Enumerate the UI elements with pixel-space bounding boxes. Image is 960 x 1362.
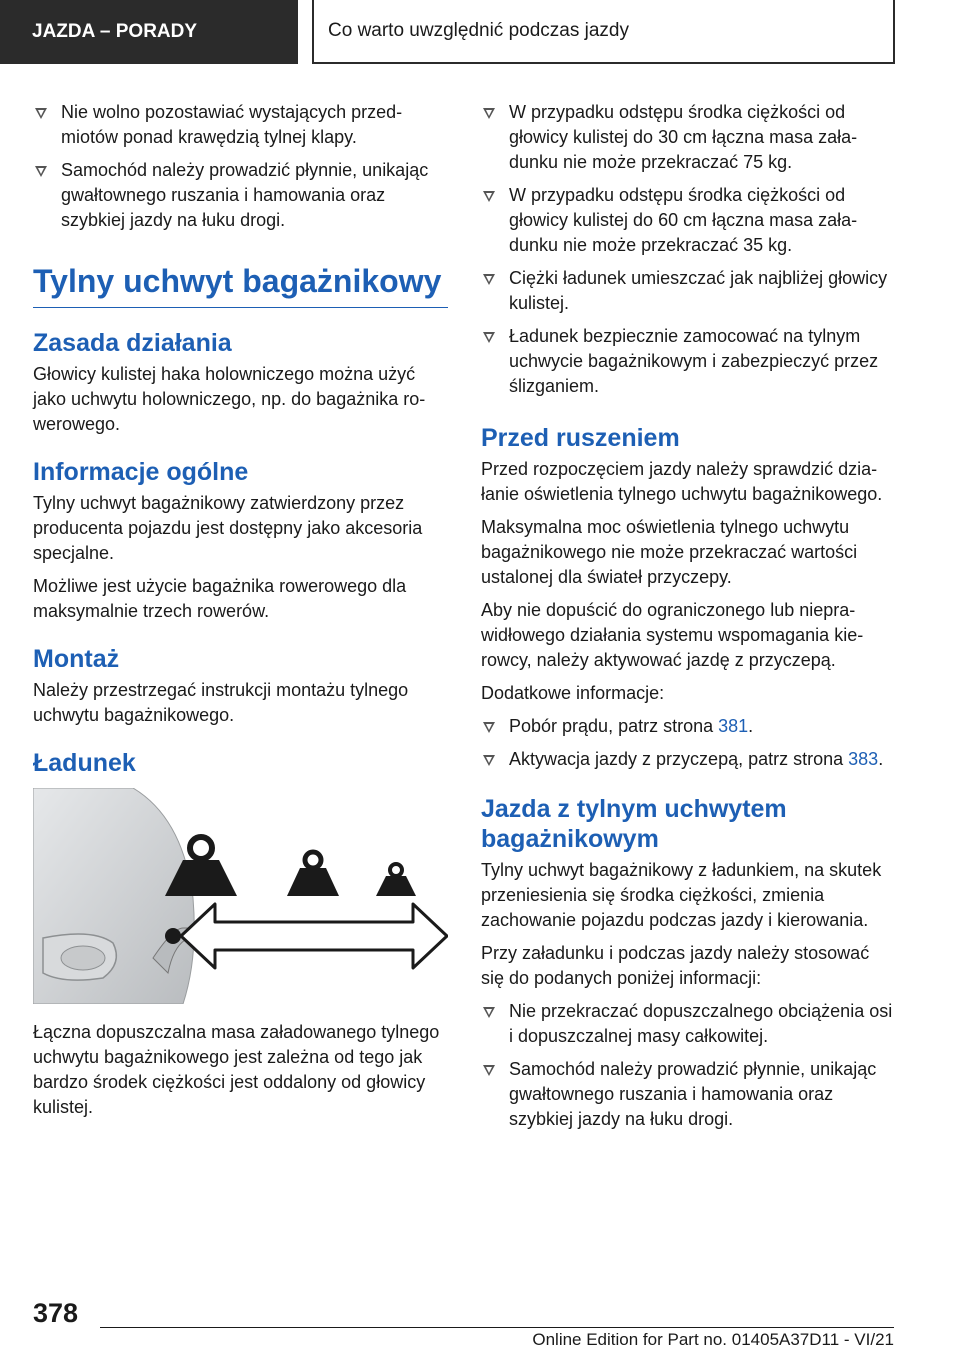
header-section-tab: [0, 0, 298, 64]
tow-ball-icon: [165, 928, 181, 944]
left-column: [33, 100, 448, 1128]
heading-zasada: Zasada działania: [33, 329, 232, 357]
edition-label: Online Edition for Part no. 01405A37D11 - VI/21: [532, 1330, 894, 1349]
list-item: Samochód należy prowadzić płynnie, unikając gwałtownego ruszania i hamowania oraz szybkiej jazdy na łuku drogi.: [33, 158, 448, 233]
bullet-triangle-icon: [483, 755, 495, 766]
bullet-triangle-icon: [483, 722, 495, 733]
paragraph: Maksymalna moc oświetlenia tylnego uchwytu bagażnikowego nie może przekraczać wartości ustalonej dla świateł przyczepy.: [481, 517, 858, 587]
list-item: Ładunek bezpiecznie zamocować na tylnym uchwycie bagażnikowym i zabezpieczyć przez ślizganiem.: [481, 324, 896, 399]
heading-ladunek: Ładunek: [33, 749, 136, 777]
list-item: Ciężki ładunek umieszczać jak najbliżej głowicy kulistej.: [481, 266, 896, 316]
bullet-triangle-icon: [483, 274, 495, 285]
page-link-381[interactable]: 381: [718, 716, 749, 736]
list-item: Aktywacja jazdy z przyczepą, patrz strona 383.: [481, 747, 896, 772]
main-heading: Tylny uchwyt bagażnikowy: [33, 261, 448, 308]
right-column: [481, 100, 896, 1140]
bullet-triangle-icon: [35, 166, 47, 177]
list-item: Samochód należy prowadzić płynnie, unikając gwałtownego ruszania i hamowania oraz szybkiej jazdy na łuku drogi.: [481, 1057, 896, 1132]
paragraph: Przy załadunku i podczas jazdy należy stosować się do podanych poniżej informacji:: [481, 943, 870, 988]
bullet-triangle-icon: [483, 108, 495, 119]
list-item: Nie wolno pozostawiać wystających przedmiotów ponad krawędzią tylnej klapy.: [33, 100, 448, 150]
heading-jazda: Jazda z tylnym uchwytem bagażnikowym: [481, 795, 787, 853]
paragraph: Należy przestrzegać instrukcji montażu tylnego uchwytu bagażnikowego.: [33, 680, 409, 725]
right-top-list: [481, 100, 896, 399]
bullet-triangle-icon: [483, 332, 495, 343]
paragraph: Tylny uchwyt bagażnikowy z ładunkiem, na skutek przeniesienia się środka ciężkości, zmienia zachowanie pojazdu podczas jazdy i kierowania.: [481, 860, 882, 930]
list-item: W przypadku odstępu środka ciężkości od głowicy kulistej do 60 cm łączna masa załadunku nie może przekraczać 35 kg.: [481, 183, 896, 258]
paragraph: Aby nie dopuścić do ograniczonego lub nieprawidłowego działania systemu wspomagania kierowcy, należy aktywować jazdę z przyczepą.: [481, 600, 864, 670]
bullet-triangle-icon: [483, 1007, 495, 1018]
heading-przed-ruszeniem: Przed ruszeniem: [481, 424, 680, 452]
paragraph: Tylny uchwyt bagażnikowy zatwierdzony przez producenta pojazdu jest dostępny jako akcesoria specjalne.: [33, 493, 423, 563]
load-distance-illustration: [33, 788, 448, 1004]
bullet-triangle-icon: [35, 108, 47, 119]
heading-montaz: Montaż: [33, 645, 120, 673]
bullet-triangle-icon: [483, 1065, 495, 1076]
reference-list: [481, 714, 896, 772]
list-item: Pobór prądu, patrz strona 381.: [481, 714, 896, 739]
jazda-list: [481, 999, 896, 1132]
page-link-383[interactable]: 383: [848, 749, 879, 769]
header-title-box: [312, 0, 895, 64]
figure-caption: Łączna dopuszczalna masa załadowanego tylnego uchwytu bagażnikowego jest zależna od tego jak bardzo środek ciężkości jest oddalony od głowicy kulistej.: [33, 1022, 440, 1117]
left-top-list: [33, 100, 448, 233]
bullet-triangle-icon: [483, 191, 495, 202]
paragraph: Możliwe jest użycie bagażnika rowerowego dla maksymalnie trzech rowerów.: [33, 576, 407, 621]
list-item: W przypadku odstępu środka ciężkości od głowicy kulistej do 30 cm łączna masa załadunku nie może przekraczać 75 kg.: [481, 100, 896, 175]
header-section-label: JAZDA – PORADY: [32, 21, 198, 42]
paragraph: Dodatkowe informacje:: [481, 683, 665, 703]
footer-divider: [100, 1327, 894, 1328]
list-item: Nie przekraczać dopuszczalnego obciążenia osi i dopuszczalnej masy całkowitej.: [481, 999, 896, 1049]
heading-informacje: Informacje ogólne: [33, 458, 249, 486]
paragraph: Przed rozpoczęciem jazdy należy sprawdzić działanie oświetlenia tylnego uchwytu bagażnikowego.: [481, 459, 883, 504]
header-title: Co warto uwzględnić podczas jazdy: [328, 20, 629, 41]
page-number: 378: [33, 1298, 79, 1328]
paragraph: Głowicy kulistej haka holowniczego można użyć jako uchwytu holowniczego, np. do bagażnika rowerowego.: [33, 364, 426, 434]
